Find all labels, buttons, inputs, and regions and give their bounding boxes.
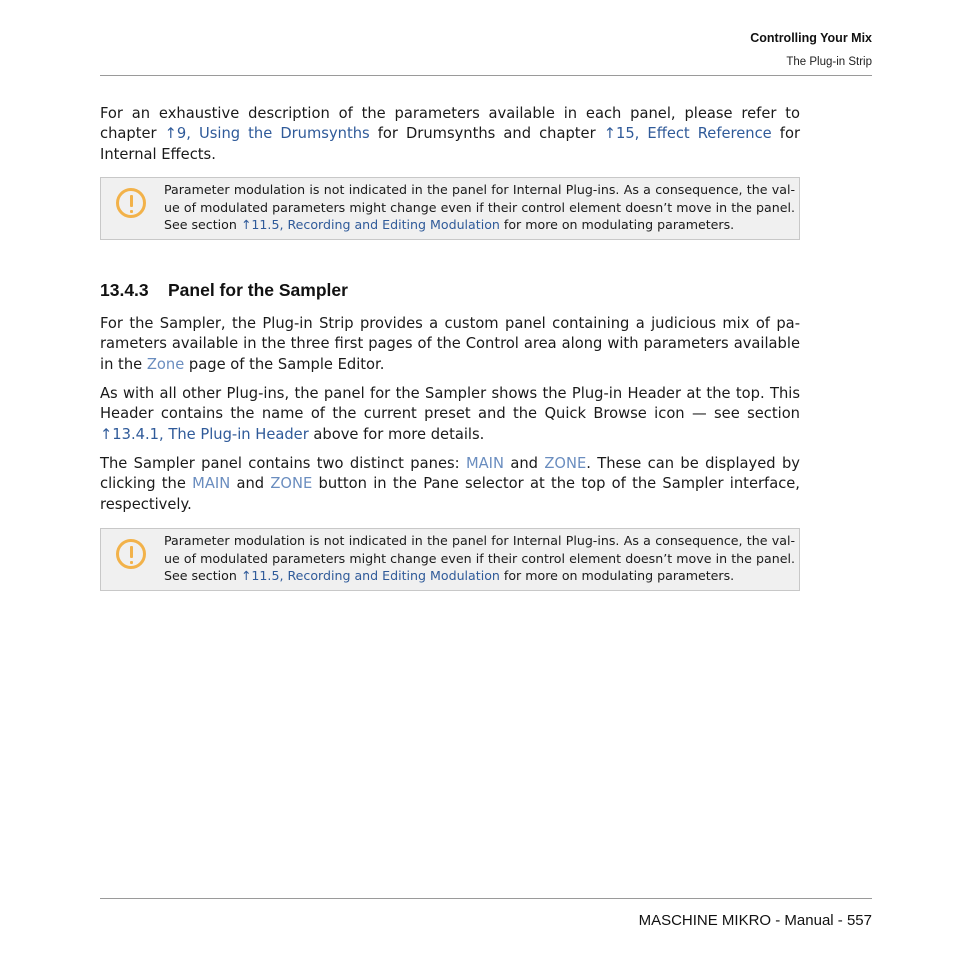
note-box bbox=[100, 528, 800, 591]
link-using-the-drumsynths[interactable]: ↑9, Using the Drumsynths bbox=[164, 125, 370, 143]
section-title: Panel for the Sampler bbox=[168, 280, 348, 300]
section-number: 13.4.3 bbox=[100, 280, 149, 300]
footer-rule bbox=[100, 898, 872, 899]
running-header-chapter: Controlling Your Mix bbox=[750, 31, 872, 45]
warning-icon bbox=[116, 188, 146, 218]
note-text: Parameter modulation is not indicated in the panel for Internal Plug-ins. As a consequence, the value of modulated parameters might change even if their control element doesn’t move in the panel. See section ↑11.5, Recording and Editing Modulation for more on modulating parameters. bbox=[164, 533, 795, 584]
ui-term-main: MAIN bbox=[192, 475, 231, 493]
link-the-plugin-header[interactable]: ↑13.4.1, The Plug-in Header bbox=[100, 425, 309, 443]
note-box bbox=[100, 177, 800, 240]
ui-term-main: MAIN bbox=[465, 455, 504, 472]
link-recording-and-editing-modulation[interactable]: ↑11.5, Recording and Editing Modulation bbox=[240, 217, 500, 233]
ui-term-zone: Zone bbox=[146, 355, 185, 373]
plugin-header-paragraph: As with all other Plug-ins, the panel for the Sampler shows the Plug-in Header at the top. This Header contains the name of the current preset and the Quick Browse icon — see section ↑13.4.1, The Plug-in Header above for more details. bbox=[100, 385, 800, 443]
running-header-section: The Plug-in Strip bbox=[786, 56, 872, 68]
intro-paragraph: For an exhaustive description of the parameters available in each panel, please refer to chapter ↑9, Using the Drumsynths for Drumsynths and chapter ↑15, Effect Reference for Internal Effects. bbox=[100, 105, 800, 163]
warning-icon bbox=[116, 539, 146, 569]
note-text: Parameter modulation is not indicated in the panel for Internal Plug-ins. As a consequence, the value of modulated parameters might change even if their control element doesn’t move in the panel. See section ↑11.5, Recording and Editing Modulation for more on modulating parameters. bbox=[164, 182, 795, 233]
header-rule bbox=[100, 75, 872, 76]
page-footer: MASCHINE MIKRO - Manual - 557 bbox=[638, 912, 872, 929]
link-effect-reference[interactable]: ↑15, Effect Reference bbox=[603, 125, 772, 143]
ui-term-zone: ZONE bbox=[270, 475, 313, 493]
sampler-panel-paragraph: For the Sampler, the Plug-in Strip provides a custom panel containing a judicious mix of parameters available in the three first pages of the Control area along with parameters available in the Zone page of the Sample Editor. bbox=[100, 315, 800, 373]
panes-paragraph: The Sampler panel contains two distinct panes: MAIN and ZONE. These can be displayed by clicking the MAIN and ZONE button in the Pane selector at the top of the Sampler interface, respectively. bbox=[100, 455, 800, 513]
ui-term-zone: ZONE bbox=[544, 455, 587, 472]
link-recording-and-editing-modulation[interactable]: ↑11.5, Recording and Editing Modulation bbox=[240, 568, 500, 584]
section-heading bbox=[100, 280, 348, 301]
